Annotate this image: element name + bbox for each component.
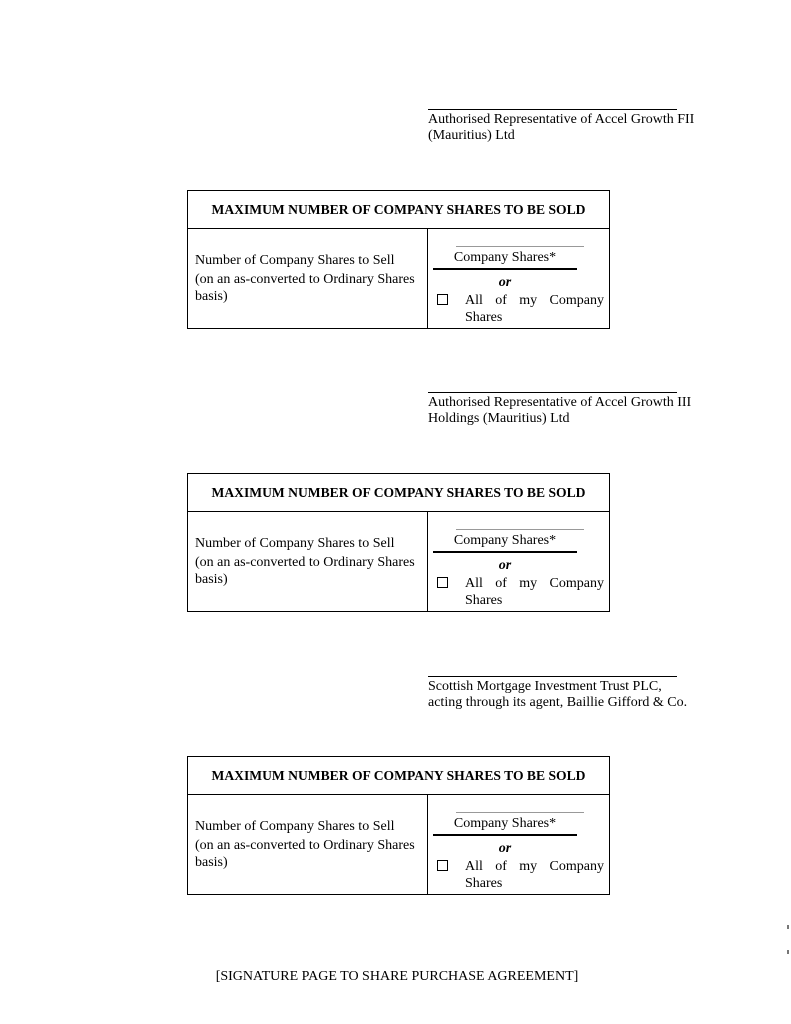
shares-to-sell-label: Number of Company Shares to Sell bbox=[195, 536, 395, 551]
or-label: or bbox=[498, 275, 512, 290]
signature-line[interactable] bbox=[428, 392, 677, 393]
signatory-title-line1: Authorised Representative of Accel Growth FII bbox=[428, 112, 695, 127]
all-shares-checkbox[interactable] bbox=[437, 860, 448, 871]
shares-to-sell-description bbox=[188, 229, 428, 328]
shares-count-blank[interactable] bbox=[456, 812, 584, 813]
all-shares-label: All of my Company bbox=[465, 859, 604, 874]
shares-entry-cell bbox=[428, 795, 609, 894]
max-shares-table bbox=[187, 473, 610, 612]
or-label: or bbox=[498, 558, 512, 573]
all-shares-label-cont: Shares bbox=[465, 310, 503, 325]
signatory-title-line1: Scottish Mortgage Investment Trust PLC, bbox=[428, 679, 662, 694]
company-shares-label: Company Shares* bbox=[433, 815, 577, 836]
page-footer: [SIGNATURE PAGE TO SHARE PURCHASE AGREEMENT] bbox=[215, 969, 579, 984]
or-label: or bbox=[498, 841, 512, 856]
as-converted-note: (on an as-converted to Ordinary Shares bbox=[195, 555, 415, 570]
as-converted-note-cont: basis) bbox=[195, 855, 228, 870]
as-converted-note: (on an as-converted to Ordinary Shares bbox=[195, 272, 415, 287]
signature-block-accel-growth-fii bbox=[428, 109, 708, 144]
all-shares-label: All of my Company bbox=[465, 293, 604, 308]
table-heading: MAXIMUM NUMBER OF COMPANY SHARES TO BE SOLD bbox=[188, 191, 609, 229]
scan-edge-mark bbox=[787, 925, 789, 929]
shares-to-sell-label: Number of Company Shares to Sell bbox=[195, 819, 395, 834]
signature-block-accel-growth-iii bbox=[428, 392, 708, 427]
shares-to-sell-description bbox=[188, 512, 428, 611]
all-shares-label-cont: Shares bbox=[465, 876, 503, 891]
table-heading: MAXIMUM NUMBER OF COMPANY SHARES TO BE SOLD bbox=[188, 757, 609, 795]
signatory-title-line1: Authorised Representative of Accel Growth III bbox=[428, 395, 692, 410]
table-row bbox=[188, 512, 609, 611]
shares-count-blank[interactable] bbox=[456, 529, 584, 530]
table-row bbox=[188, 795, 609, 894]
as-converted-note-cont: basis) bbox=[195, 572, 228, 587]
signatory-title-line2: acting through its agent, Baillie Gifford & Co. bbox=[428, 695, 688, 710]
max-shares-table bbox=[187, 756, 610, 895]
all-shares-checkbox[interactable] bbox=[437, 577, 448, 588]
shares-entry-cell bbox=[428, 229, 609, 328]
as-converted-note: (on an as-converted to Ordinary Shares bbox=[195, 838, 415, 853]
shares-to-sell-label: Number of Company Shares to Sell bbox=[195, 253, 395, 268]
signature-line[interactable] bbox=[428, 676, 677, 677]
all-shares-label-cont: Shares bbox=[465, 593, 503, 608]
table-heading: MAXIMUM NUMBER OF COMPANY SHARES TO BE SOLD bbox=[188, 474, 609, 512]
signature-line[interactable] bbox=[428, 109, 677, 110]
max-shares-table bbox=[187, 190, 610, 329]
shares-entry-cell bbox=[428, 512, 609, 611]
all-shares-checkbox[interactable] bbox=[437, 294, 448, 305]
shares-to-sell-description bbox=[188, 795, 428, 894]
signatory-title-line2: Holdings (Mauritius) Ltd bbox=[428, 411, 570, 426]
scan-edge-mark bbox=[787, 950, 789, 954]
shares-count-blank[interactable] bbox=[456, 246, 584, 247]
company-shares-label: Company Shares* bbox=[433, 249, 577, 270]
signature-block-scottish-mortgage bbox=[428, 676, 708, 711]
signatory-title-line2: (Mauritius) Ltd bbox=[428, 128, 515, 143]
as-converted-note-cont: basis) bbox=[195, 289, 228, 304]
company-shares-label: Company Shares* bbox=[433, 532, 577, 553]
table-row bbox=[188, 229, 609, 328]
all-shares-label: All of my Company bbox=[465, 576, 604, 591]
